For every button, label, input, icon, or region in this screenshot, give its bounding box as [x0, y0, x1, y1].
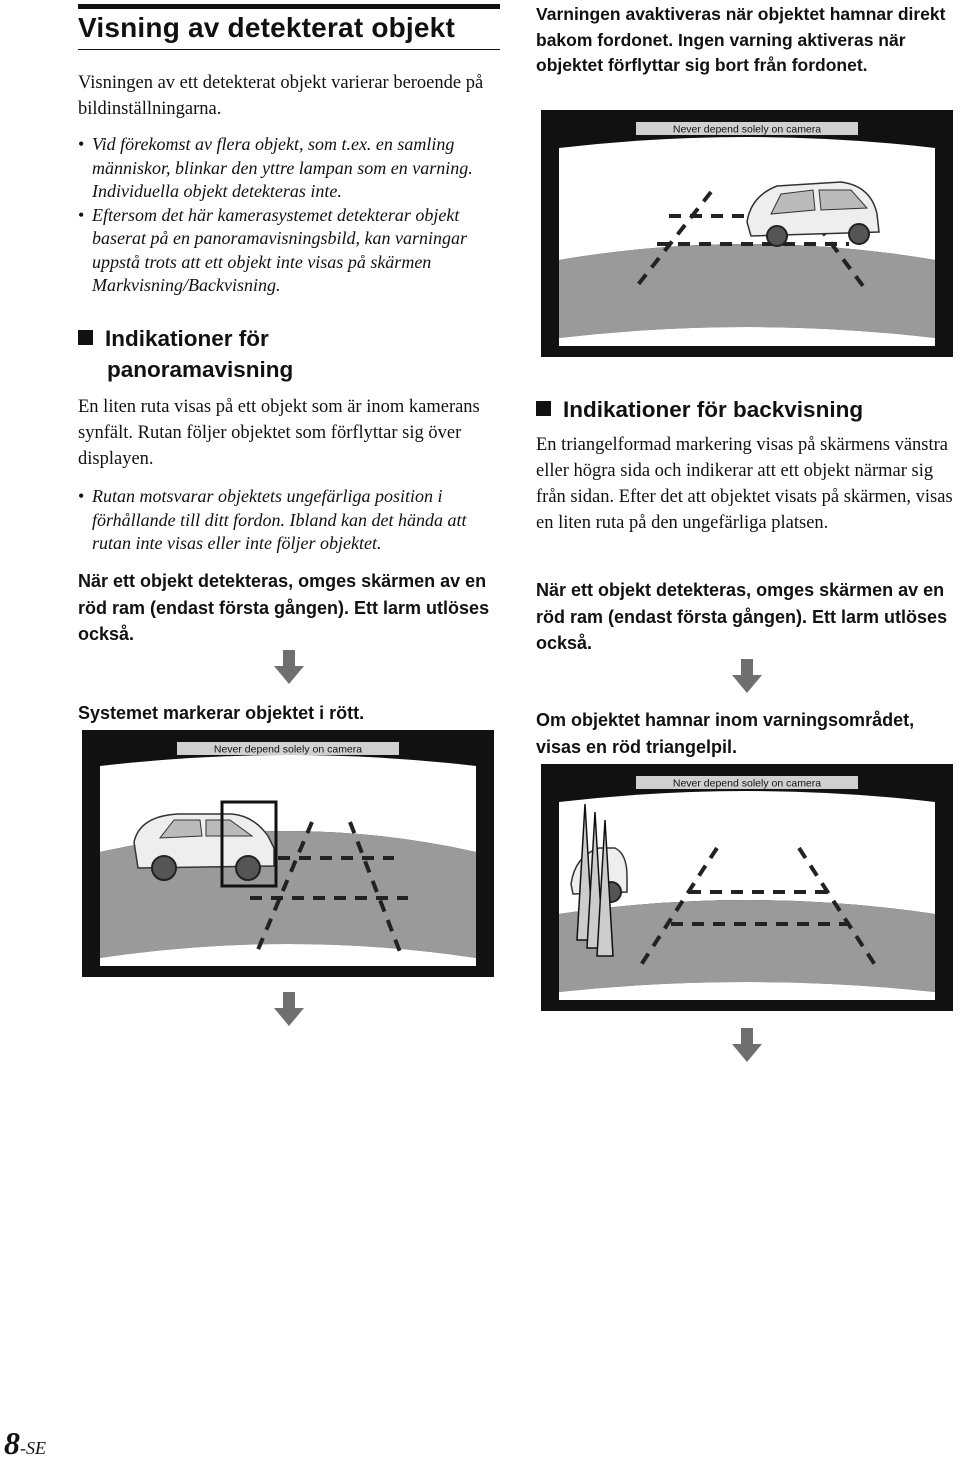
panorama-bullet-list: [78, 485, 498, 556]
backvisning-arrow-text: Om objektet hamnar inom varningsområdet, visas en röd triangelpil.: [536, 710, 915, 757]
right-top-text: Varningen avaktiveras när objektet hamnar direkt bakom fordonet. Ingen varning aktiveras när objektet förflyttar sig bort från fordonet.: [536, 4, 946, 75]
section-heading-backvisning: [536, 394, 960, 425]
camera-screen-panorama: [82, 730, 494, 977]
camera-banner: Never depend solely on camera: [672, 777, 822, 790]
panorama-marked-text: Systemet markerar objektet i rött.: [78, 703, 365, 723]
down-arrow-icon: [274, 650, 304, 686]
page-number-digit: 8: [4, 1425, 20, 1461]
section-heading-panorama: [78, 323, 498, 385]
heading-text: panoramavisning: [107, 357, 294, 382]
intro-paragraph: Visningen av ett detekterat objekt varierar beroende på bildinställningarna.: [78, 73, 484, 119]
intro-bullet: • Eftersom det här kamerasystemet detekterar objekt baserat på en panoramavisningsbild, kan varningar uppstå trots att ett objekt inte visas på skärmen Markvisning/Backvisning.: [78, 204, 498, 298]
heading-text: Indikationer för: [105, 326, 269, 351]
backvisning-detect-text: När ett objekt detekteras, omges skärmen av en röd ram (endast första gången). Ett larm utlöses också.: [536, 580, 948, 653]
camera-screen-rear-top: [541, 110, 953, 357]
down-arrow-icon: [274, 992, 304, 1028]
heading-square-icon: [78, 330, 93, 345]
camera-screen-backvisning: [541, 764, 953, 1011]
intro-bullet: • Vid förekomst av flera objekt, som t.ex. en samling människor, blinkar den yttre lampan som en varning. Individuella objekt detekteras inte.: [78, 133, 498, 204]
down-arrow-icon: [732, 1028, 762, 1064]
down-arrow-icon: [732, 659, 762, 695]
page-title: Visning av detekterat objekt: [78, 4, 500, 50]
intro-bullet-list: [78, 133, 498, 298]
backvisning-body: En triangelformad markering visas på skärmens vänstra eller högra sida och indikerar att ett objekt närmar sig från sidan. Efter det att objektet visats på skärmen, visas en liten ruta på den ungefärliga platsen.: [536, 435, 953, 533]
page-number: [4, 1425, 46, 1462]
camera-banner: Never depend solely on camera: [213, 743, 363, 756]
page-number-suffix: -SE: [20, 1438, 46, 1458]
panorama-detect-text: När ett objekt detekteras, omges skärmen av en röd ram (endast första gången). Ett larm utlöses också.: [78, 571, 490, 644]
heading-text: Indikationer för backvisning: [563, 397, 864, 422]
camera-banner: Never depend solely on camera: [672, 123, 822, 136]
heading-square-icon: [536, 401, 551, 416]
panorama-bullet: • Rutan motsvarar objektets ungefärliga position i förhållande till ditt fordon. Ibland kan det hända att rutan inte visas eller inte följer objektet.: [78, 485, 498, 556]
panorama-body: En liten ruta visas på ett objekt som är inom kamerans synfält. Rutan följer objektet som förflyttar sig över displayen.: [78, 397, 480, 469]
